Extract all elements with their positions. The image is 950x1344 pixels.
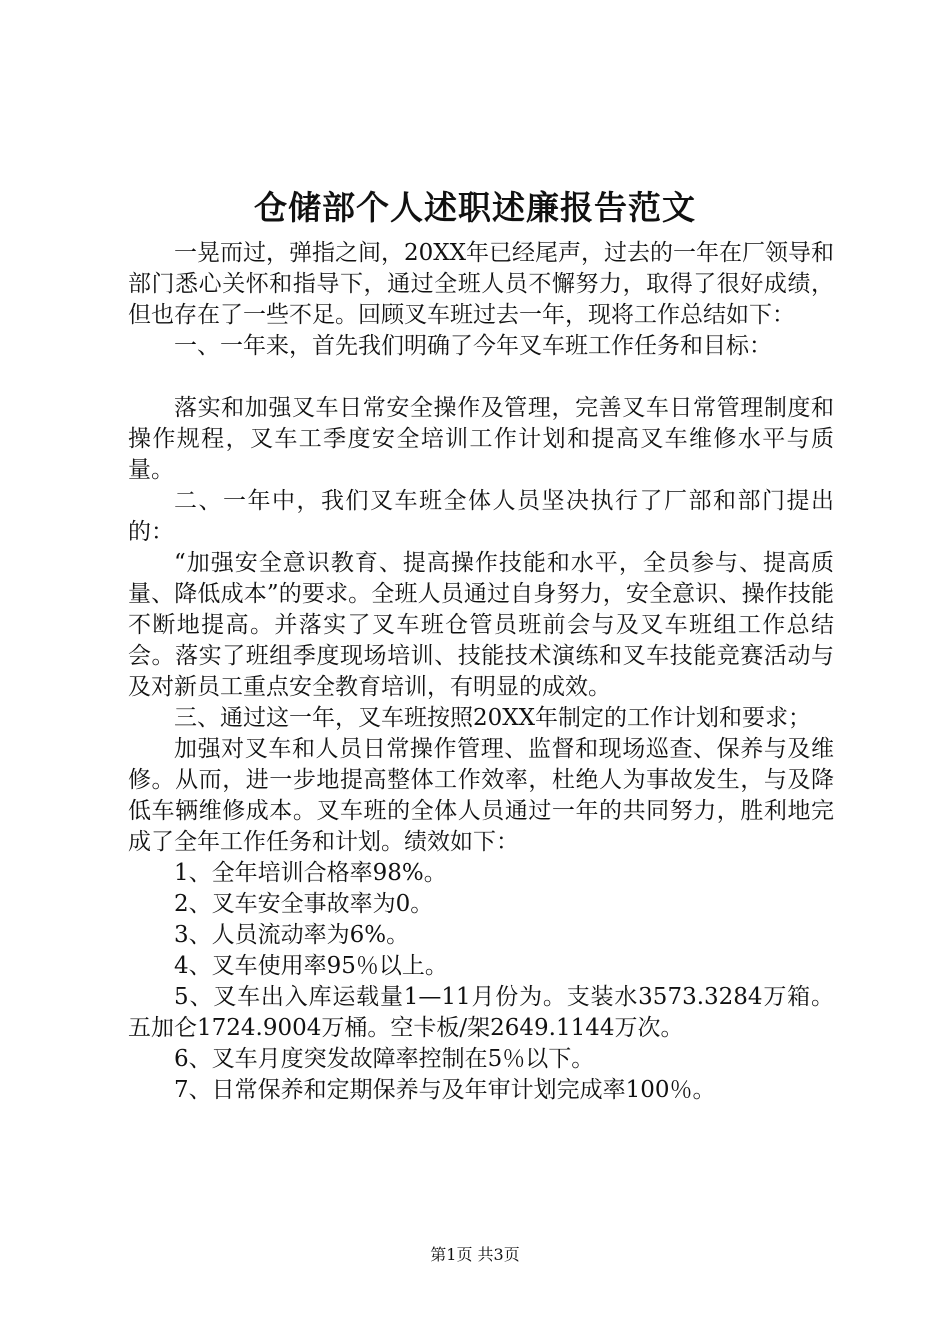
list-item-1: 1、全年培训合格率98%。	[174, 860, 447, 886]
paragraph-section-2: 二、一年中，我们叉车班全体人员坚决执行了厂部和部门提出的：	[128, 488, 834, 545]
paragraph-management: 加强对叉车和人员日常操作管理、监督和现场巡查、保养与及维修。从而，进一步地提高整体工作效率，杜绝人为事故发生，与及降低车辆维修成本。叉车班的全体人员通过一年的共同努力，胜利地完成了全年工作任务和计划。绩效如下：	[128, 736, 834, 855]
list-item-2: 2、叉车安全事故率为0。	[174, 891, 434, 917]
paragraph-requirements: “加强安全意识教育、提高操作技能和水平，全员参与、提高质量、降低成本”的要求。全班人员通过自身努力，安全意识、操作技能不断地提高。并落实了叉车班仓管员班前会与及叉车班组工作总结会。落实了班组季度现场培训、技能技术演练和叉车技能竞赛活动与及对新员工重点安全教育培训，有明显的成效。	[128, 550, 834, 700]
paragraph-intro: 一晃而过，弹指之间，20XX年已经尾声，过去的一年在厂领导和部门悉心关怀和指导下，通过全班人员不懈努力，取得了很好成绩，但也存在了一些不足。回顾叉车班过去一年，现将工作总结如下：	[128, 240, 835, 328]
list-item-3: 3、人员流动率为6%。	[174, 922, 410, 948]
document-title: 仓储部个人述职述廉报告范文	[254, 188, 696, 227]
paragraph-section-1: 一、一年来，首先我们明确了今年叉车班工作任务和目标：	[174, 333, 772, 359]
paragraph-section-3: 三、通过这一年，叉车班按照20XX年制定的工作计划和要求；	[174, 705, 812, 731]
list-item-6: 6、叉车月度突发故障率控制在5％以下。	[174, 1046, 595, 1072]
paragraph-goals: 落实和加强叉车日常安全操作及管理，完善叉车日常管理制度和操作规程，叉车工季度安全培训工作计划和提高叉车维修水平与质量。	[128, 395, 834, 483]
paragraph-blank	[128, 362, 834, 393]
page-footer: 第1页 共3页	[430, 1245, 520, 1264]
list-item-4: 4、叉车使用率95％以上。	[174, 953, 448, 979]
document-body	[128, 238, 834, 1106]
list-item-5: 5、叉车出入库运载量1—11月份为。支装水3573.3284万箱。五加仑1724.9004万桶。空卡板/架2649.1144万次。	[128, 984, 834, 1041]
list-item-7: 7、日常保养和定期保养与及年审计划完成率100％。	[174, 1077, 716, 1103]
